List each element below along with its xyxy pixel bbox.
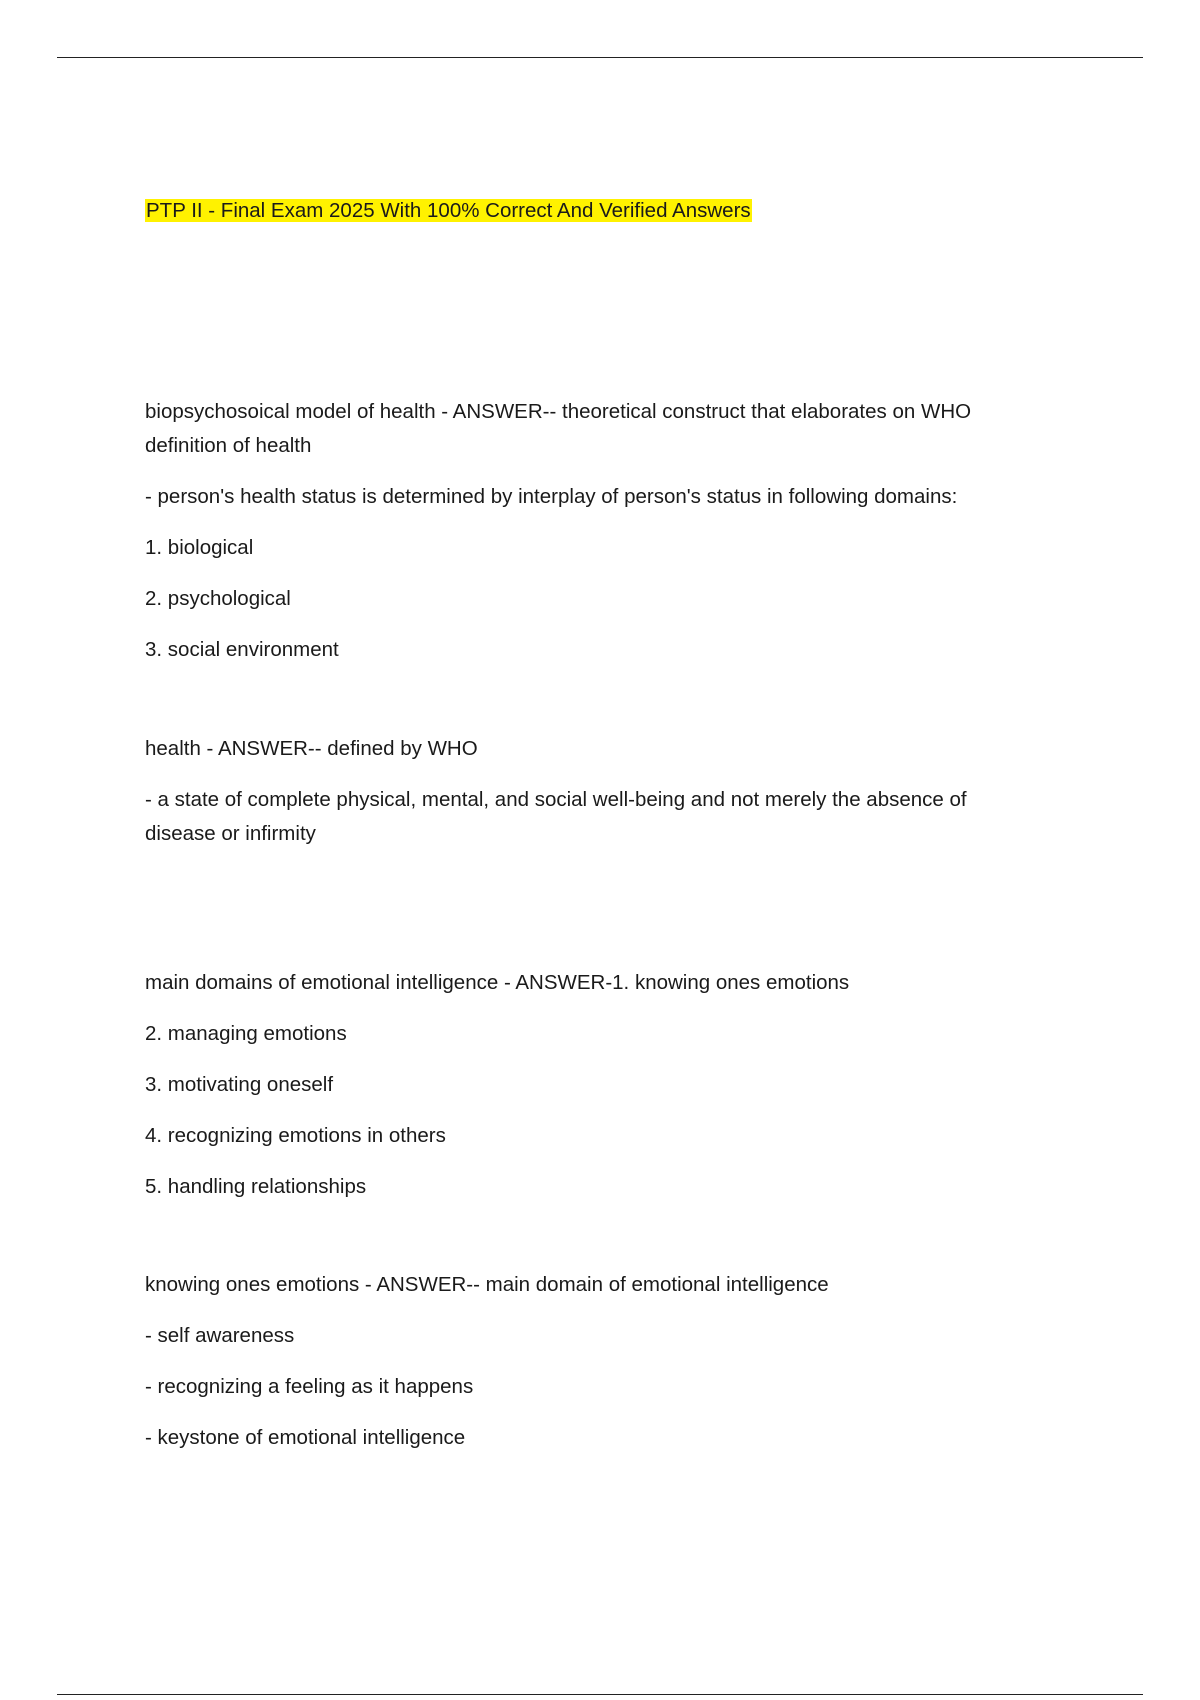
entry-line: main domains of emotional intelligence - ANSWER-1. knowing ones emotions bbox=[145, 971, 850, 994]
entry-line: - a state of complete physical, mental, and social well-being and not merely the absence of bbox=[145, 788, 967, 811]
entry-line: 5. handling relationships bbox=[145, 1175, 367, 1198]
qa-entry-knowing-emotions bbox=[145, 1268, 1045, 1455]
entry-line: - self awareness bbox=[145, 1324, 295, 1347]
title-highlight: PTP II - Final Exam 2025 With 100% Correct And Verified Answers bbox=[146, 199, 751, 222]
entry-line: health - ANSWER-- defined by WHO bbox=[145, 737, 478, 760]
entry-line: - recognizing a feeling as it happens bbox=[145, 1375, 474, 1398]
document-title bbox=[145, 196, 752, 226]
entry-line: 3. social environment bbox=[145, 638, 339, 661]
bottom-rule bbox=[57, 1694, 1143, 1695]
qa-entry-health bbox=[145, 732, 1045, 851]
entry-line: 3. motivating oneself bbox=[145, 1073, 334, 1096]
entry-line: - keystone of emotional intelligence bbox=[145, 1426, 466, 1449]
entry-line: - person's health status is determined by interplay of person's status in following domains: bbox=[145, 485, 958, 508]
entry-line: definition of health bbox=[145, 434, 312, 457]
entry-line: disease or infirmity bbox=[145, 822, 316, 845]
entry-line: knowing ones emotions - ANSWER-- main domain of emotional intelligence bbox=[145, 1273, 829, 1296]
entry-line: 4. recognizing emotions in others bbox=[145, 1124, 446, 1147]
entry-line: 2. managing emotions bbox=[145, 1022, 347, 1045]
qa-entry-biopsychosocial bbox=[145, 395, 1045, 667]
qa-entry-emotional-intelligence bbox=[145, 966, 1045, 1204]
entry-line: 2. psychological bbox=[145, 587, 291, 610]
entry-line: biopsychosoical model of health - ANSWER-- theoretical construct that elaborates on WHO bbox=[145, 400, 972, 423]
top-rule bbox=[57, 57, 1143, 58]
entry-line: 1. biological bbox=[145, 536, 254, 559]
